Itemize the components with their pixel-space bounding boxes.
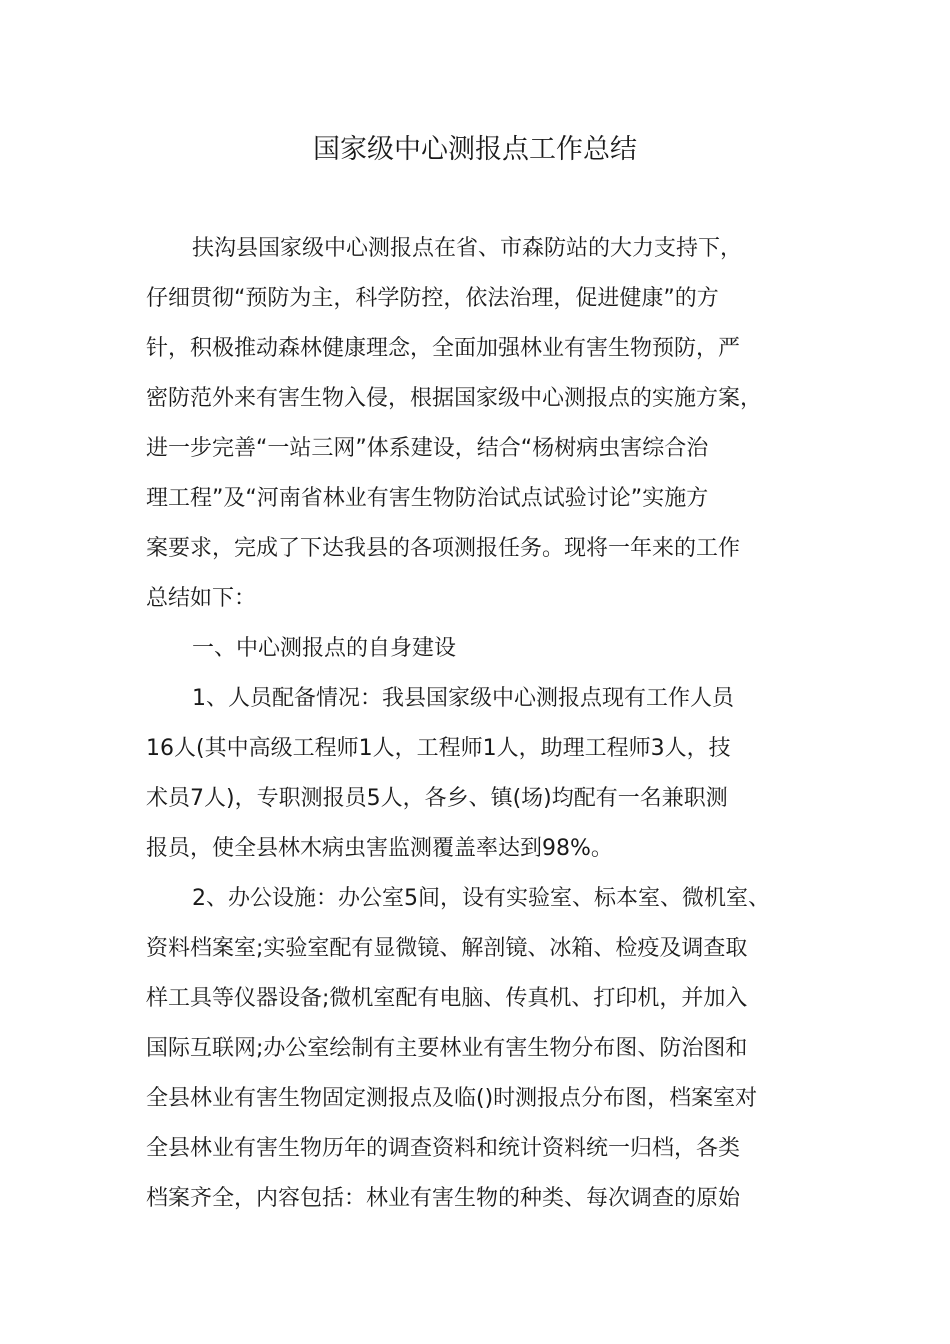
paragraph-line: 16人(其中高级工程师1人，工程师1人，助理工程师3人，技 [146, 736, 731, 761]
paragraph-line: 档案齐全，内容包括：林业有害生物的种类、每次调查的原始 [146, 1186, 741, 1211]
paragraph-line: 样工具等仪器设备;微机室配有电脑、传真机、打印机，并加入 [146, 986, 748, 1011]
paragraph-line: 全县林业有害生物历年的调查资料和统计资料统一归档，各类 [146, 1136, 741, 1161]
paragraph-line: 理工程”及“河南省林业有害生物防治试点试验讨论”实施方 [146, 486, 709, 511]
paragraph-line: 全县林业有害生物固定测报点及临()时测报点分布图，档案室对 [146, 1086, 758, 1111]
paragraph-line: 总结如下： [146, 586, 257, 611]
paragraph-line: 2、办公设施：办公室5间，设有实验室、标本室、微机室、 [192, 886, 770, 911]
section-heading: 一、中心测报点的自身建设 [192, 636, 457, 661]
paragraph-line: 资料档案室;实验室配有显微镜、解剖镜、冰箱、检疫及调查取 [146, 936, 748, 961]
paragraph-line: 1、人员配备情况：我县国家级中心测报点现有工作人员 [192, 686, 734, 711]
paragraph-line: 针，积极推动森林健康理念，全面加强林业有害生物预防，严 [146, 336, 741, 361]
document-title: 国家级中心测报点工作总结 [313, 134, 637, 165]
paragraph-line: 术员7人)，专职测报员5人，各乡、镇(场)均配有一名兼职测 [146, 786, 728, 811]
paragraph-line: 案要求，完成了下达我县的各项测报任务。现将一年来的工作 [146, 536, 741, 561]
paragraph-line: 国际互联网;办公室绘制有主要林业有害生物分布图、防治图和 [146, 1036, 748, 1061]
paragraph-line: 仔细贯彻“预防为主，科学防控，依法治理，促进健康”的方 [146, 286, 719, 311]
paragraph-line: 密防范外来有害生物入侵，根据国家级中心测报点的实施方案， [146, 386, 763, 411]
paragraph-line: 进一步完善“一站三网”体系建设，结合“杨树病虫害综合治 [146, 436, 709, 461]
paragraph-line: 报员，使全县林木病虫害监测覆盖率达到98%。 [146, 836, 613, 861]
paragraph-line: 扶沟县国家级中心测报点在省、市森防站的大力支持下， [192, 236, 743, 261]
